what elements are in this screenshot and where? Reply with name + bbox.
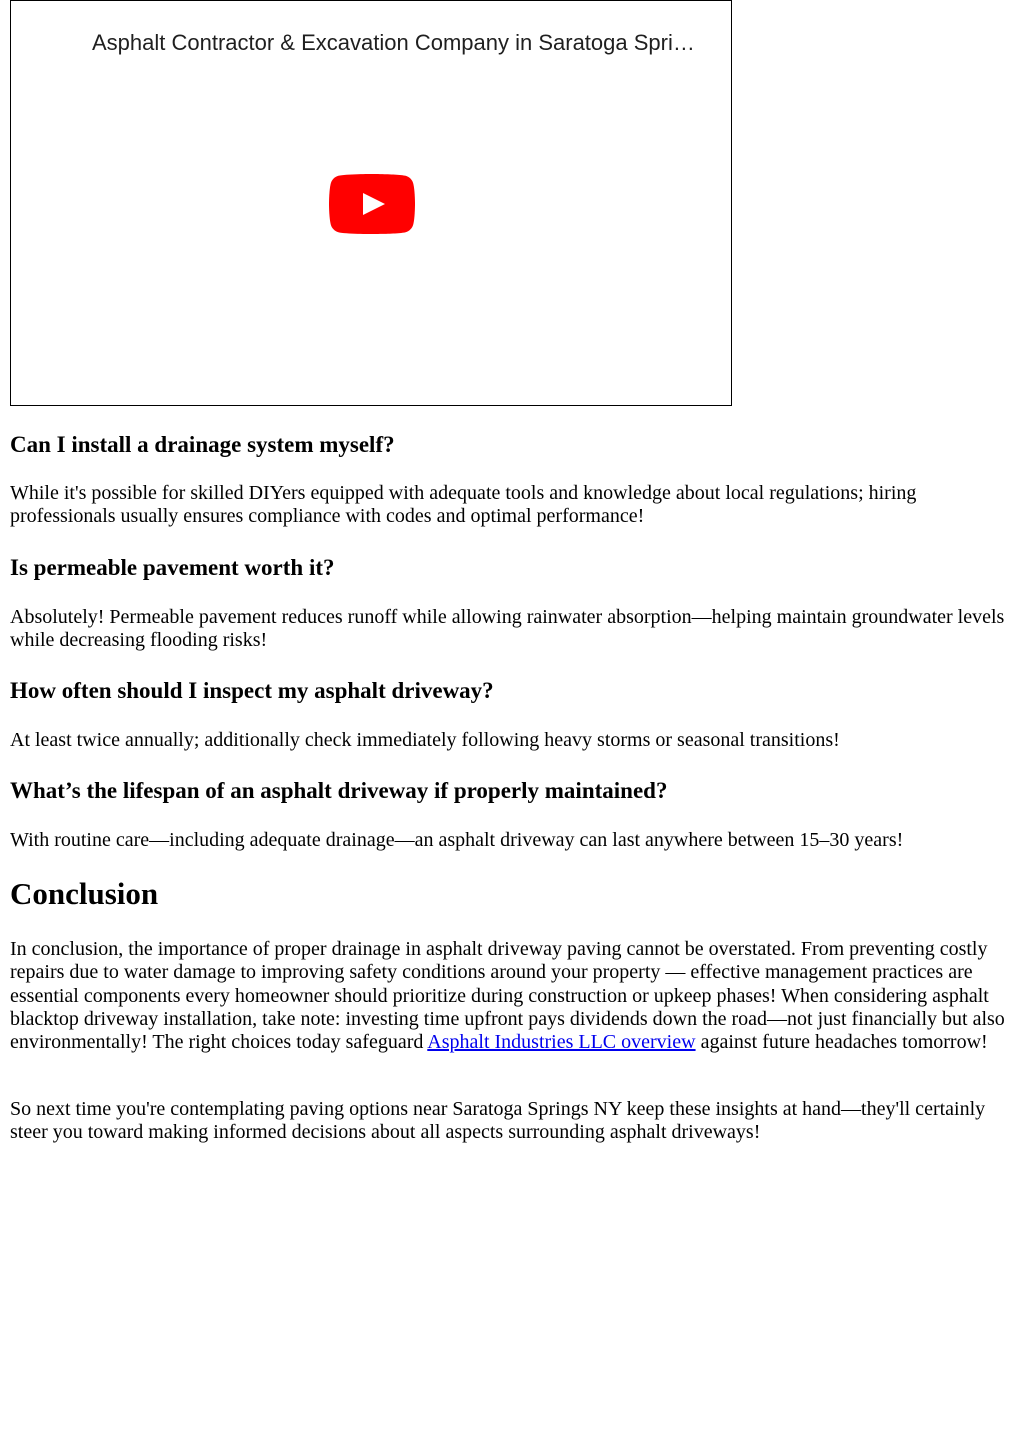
asphalt-industries-link[interactable]: Asphalt Industries LLC overview bbox=[427, 1031, 696, 1054]
conclusion-heading: Conclusion bbox=[10, 876, 159, 911]
conclusion-text-before-link: In conclusion, the importance of proper drainage in asphalt driveway paving cannot be overstated. From preventing costly repairs due to water damage to improving safety conditions around your property — effective management practices are essential components every homeowner should prioritize during construction or upkeep phases! When considering asphalt blacktop driveway installation, take note: investing time upfront pays dividends down the road—not just financially but also environmentally! The right choices today safeguard bbox=[10, 938, 1005, 1054]
faq-answer-4: With routine care—including adequate drainage—an asphalt driveway can last anywhere between 15–30 years! bbox=[10, 829, 904, 851]
faq-answer-1: While it's possible for skilled DIYers equipped with adequate tools and knowledge about local regulations; hiring professionals usually ensures compliance with codes and optimal performance! bbox=[10, 482, 917, 528]
video-title[interactable]: Asphalt Contractor & Excavation Company in Saratoga Spri… bbox=[92, 30, 695, 55]
faq-question-2: Is permeable pavement worth it? bbox=[10, 555, 335, 580]
youtube-video-embed[interactable] bbox=[10, 0, 732, 406]
faq-question-3: How often should I inspect my asphalt driveway? bbox=[10, 678, 494, 703]
faq-question-4: What’s the lifespan of an asphalt driveway if properly maintained? bbox=[10, 778, 668, 803]
faq-answer-3: At least twice annually; additionally check immediately following heavy storms or seasonal transitions! bbox=[10, 729, 840, 751]
conclusion-paragraph-2: So next time you're contemplating paving options near Saratoga Springs NY keep these insights at hand—they'll certainly steer you toward making informed decisions about all aspects surrounding asphalt driveways! bbox=[10, 1098, 986, 1144]
youtube-play-icon[interactable] bbox=[329, 174, 415, 234]
faq-answer-2: Absolutely! Permeable pavement reduces runoff while allowing rainwater absorption—helping maintain groundwater levels while decreasing flooding risks! bbox=[10, 606, 1005, 652]
conclusion-text-after-link: against future headaches tomorrow! bbox=[695, 1031, 988, 1054]
faq-question-1: Can I install a drainage system myself? bbox=[10, 432, 395, 457]
conclusion-paragraph-1 bbox=[10, 938, 1008, 1054]
